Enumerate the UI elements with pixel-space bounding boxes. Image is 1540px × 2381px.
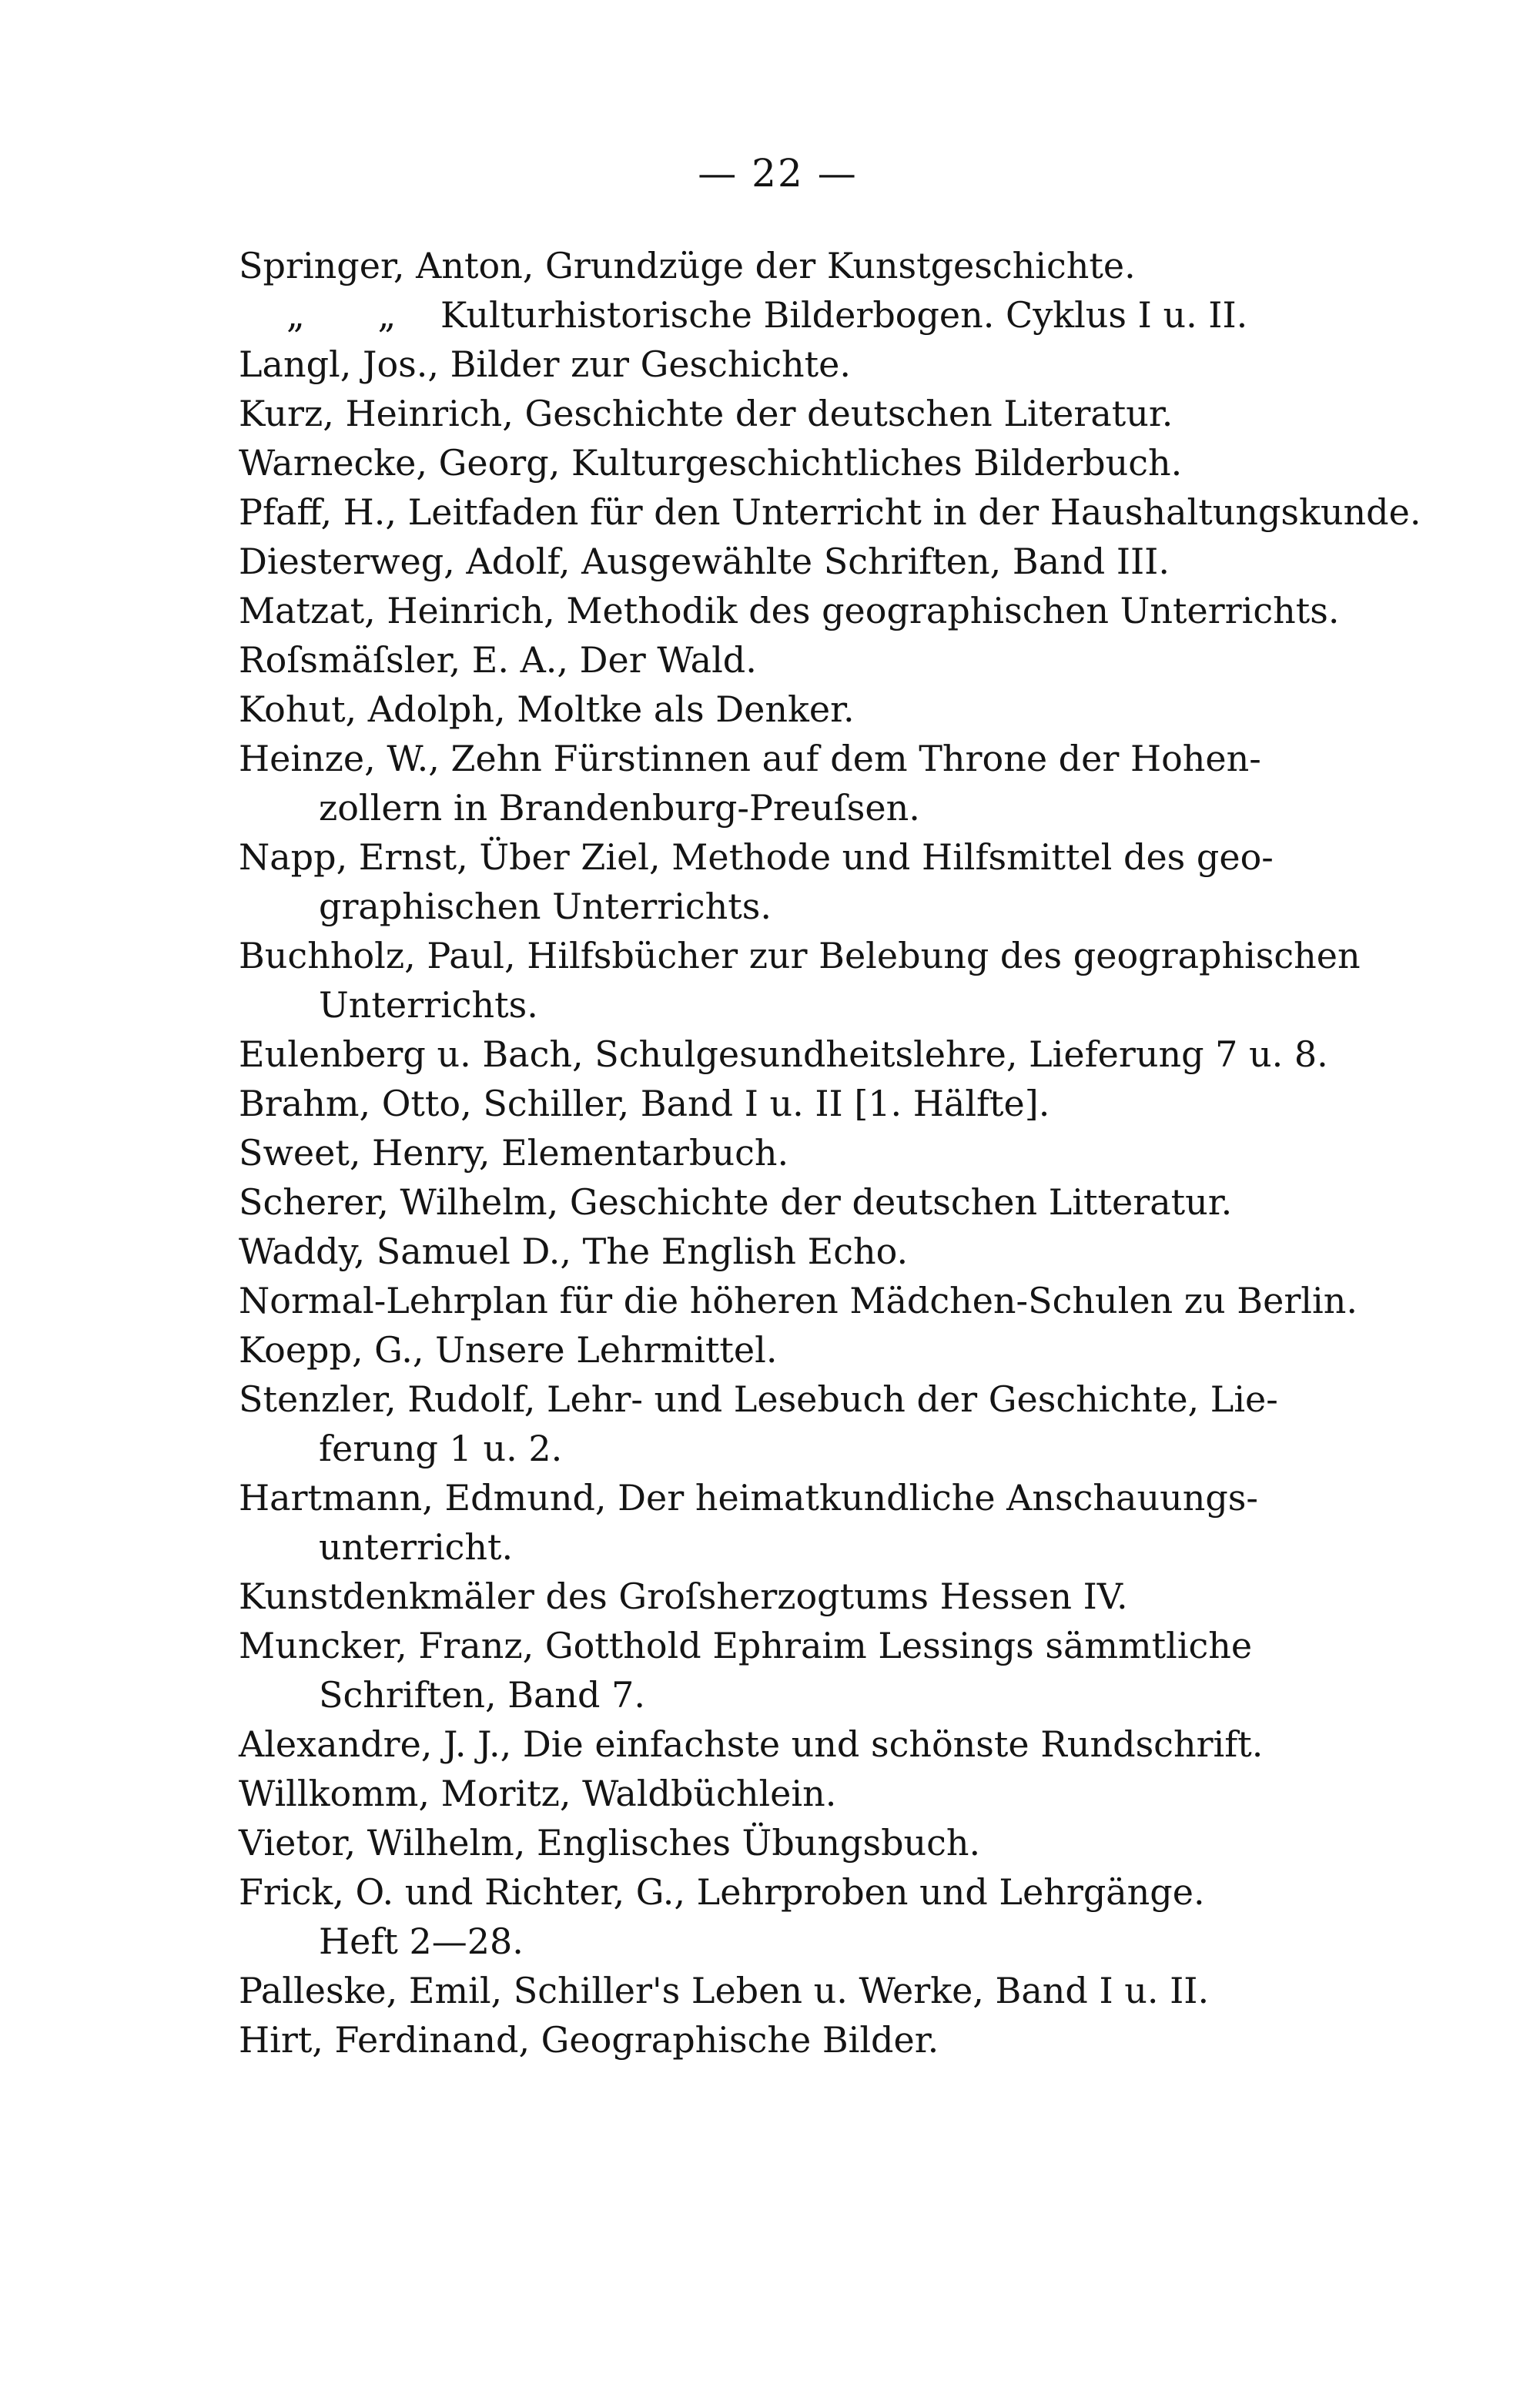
entry-text: Willkomm, Moritz, Waldbüchlein. [239,1773,837,1814]
list-item [239,1030,1340,1079]
list-item [239,1720,1340,1769]
list-item [239,832,1340,931]
entry-text: Normal-Lehrplan für die höheren Mädchen-Schulen zu Berlin. [239,1280,1358,1321]
list-item [239,734,1340,832]
entry-text: Diesterweg, Adolf, Ausgewählte Schriften, Band III. [239,541,1170,582]
entry-text: Warnecke, Georg, Kulturgeschichtliches Bilderbuch. [239,442,1183,484]
bibliography-list [239,241,1421,2065]
entry-text: Vietor, Wilhelm, Englisches Übungsbuch. [239,1822,981,1864]
entry-text: Waddy, Samuel D., The English Echo. [239,1231,909,1272]
entry-continuation: Heft 2—28. [319,1921,524,1962]
entry-text: Palleske, Emil, Schiller's Leben u. Werke, Band I u. II. [239,1970,1210,2011]
entry-text: Hartmann, Edmund, Der heimatkundliche Anschauungs- [239,1477,1258,1519]
entry-text: Sweet, Henry, Elementarbuch. [239,1132,789,1174]
list-item [239,931,1361,1030]
entry-text: Langl, Jos., Bilder zur Geschichte. [239,343,851,385]
entry-text: Scherer, Wilhelm, Geschichte der deutschen Litteratur. [239,1181,1233,1223]
entry-continuation: zollern in Brandenburg-Preuſsen. [319,787,920,829]
list-item [239,1227,1340,1276]
entry-text: Alexandre, J. J., Die einfachste und schönste Rundschrift. [239,1723,1264,1765]
list-item [239,1375,1340,1473]
entry-continuation: unterricht. [319,1526,514,1568]
list-item [239,1128,1340,1177]
list-item [239,1621,1340,1720]
entry-continuation: Unterrichts. [319,984,538,1026]
entry-text: Muncker, Franz, Gotthold Ephraim Lessings sämmtliche [239,1625,1253,1666]
entry-text: Roſsmäſsler, E. A., Der Wald. [239,639,757,681]
list-item [239,438,1340,487]
entry-text: Brahm, Otto, Schiller, Band I u. II [1. Hälfte]. [239,1083,1050,1124]
entry-continuation: graphischen Unterrichts. [319,886,772,927]
ditto-marks: „ „ [286,294,427,336]
list-item [239,1276,1358,1325]
list-item [239,2015,1340,2065]
entry-continuation: ferung 1 u. 2. [319,1428,563,1469]
list-item [239,340,1340,389]
entry-text: Kurz, Heinrich, Geschichte der deutschen Literatur. [239,393,1173,434]
entry-text: Napp, Ernst, Über Ziel, Methode und Hilfsmittel des geo- [239,836,1274,878]
entry-text: Kunstdenkmäler des Groſsherzogtums Hessen IV. [239,1576,1128,1617]
list-item [239,586,1340,635]
list-item [239,1966,1340,2015]
list-item [239,1818,1340,1867]
list-item [239,1769,1340,1818]
list-item [239,1473,1340,1572]
list-item [239,290,1340,340]
entry-text: Hirt, Ferdinand, Geographische Bilder. [239,2019,939,2061]
entry-text: Koepp, G., Unsere Lehrmittel. [239,1329,778,1371]
list-item [239,635,1340,685]
entry-text: Eulenberg u. Bach, Schulgesundheitslehre, Lieferung 7 u. 8. [239,1033,1328,1075]
list-item [239,685,1340,734]
entry-text: Kulturhistorische Bilderbogen. Cyklus I u. II. [440,294,1248,336]
list-item [239,1325,1340,1375]
list-item [239,1177,1340,1227]
list-item [239,1079,1340,1128]
page-number: — 22 — [698,151,858,196]
entry-text: Frick, O. und Richter, G., Lehrproben und Lehrgänge. [239,1871,1205,1913]
entry-text: Stenzler, Rudolf, Lehr- und Lesebuch der Geschichte, Lie- [239,1378,1278,1420]
entry-text: Springer, Anton, Grundzüge der Kunstgeschichte. [239,245,1136,286]
list-item [239,241,1340,290]
entry-text: Matzat, Heinrich, Methodik des geographischen Unterrichts. [239,590,1340,631]
list-item [239,1572,1340,1621]
entry-text: Pfaff, H., Leitfaden für den Unterricht in der Haushaltungskunde. [239,491,1421,533]
list-item [239,389,1340,438]
entry-text: Kohut, Adolph, Moltke als Denker. [239,688,855,730]
entry-continuation: Schriften, Band 7. [319,1674,646,1716]
list-item [239,537,1340,586]
list-item [239,1867,1340,1966]
entry-text: Heinze, W., Zehn Fürstinnen auf dem Throne der Hohen- [239,738,1261,779]
entry-text: Buchholz, Paul, Hilfsbücher zur Belebung des geographischen [239,935,1361,976]
list-item [239,487,1421,537]
